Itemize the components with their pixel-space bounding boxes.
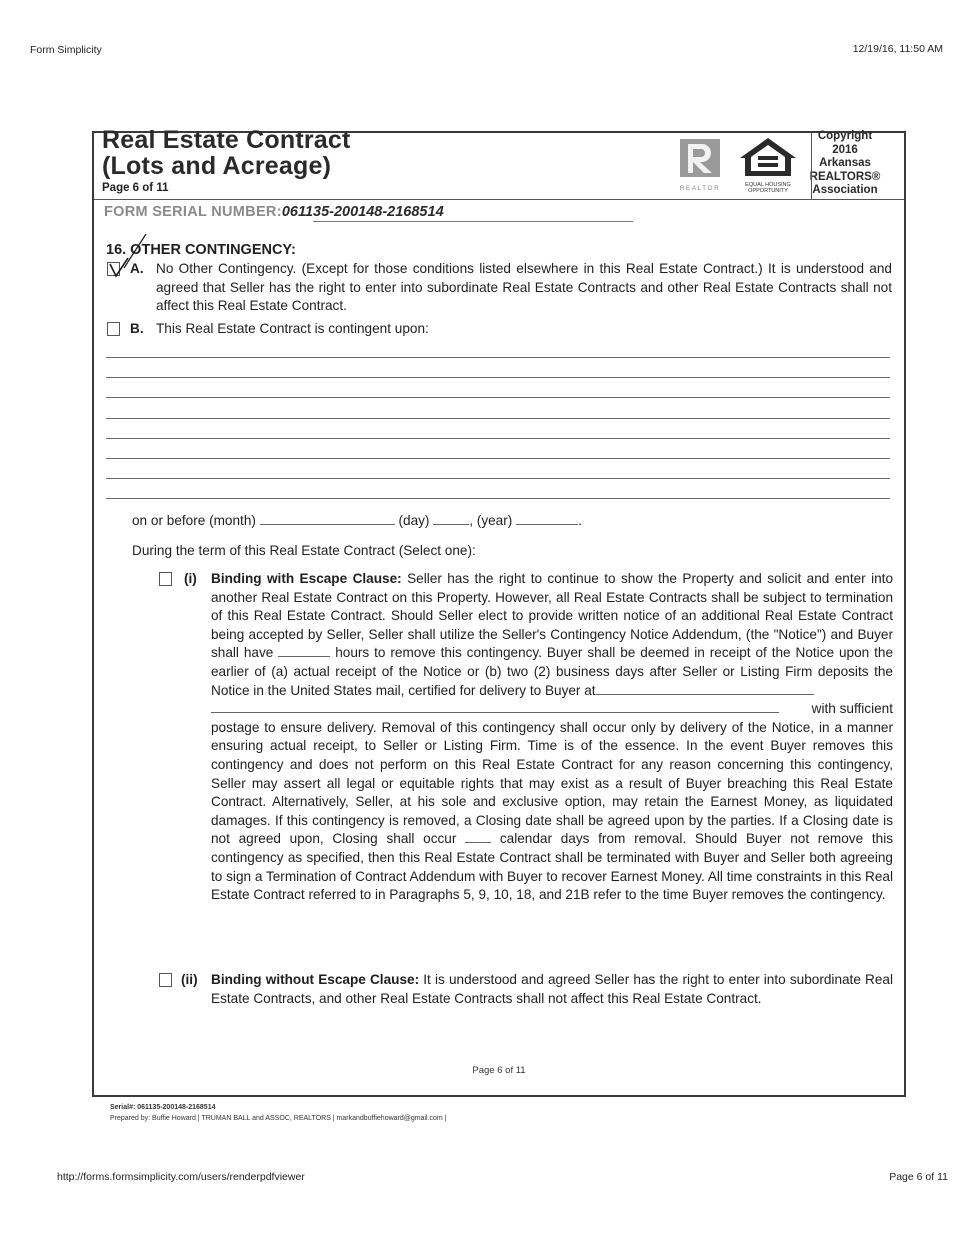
date-suffix: . — [578, 513, 582, 528]
print-timestamp: 12/19/16, 11:50 AM — [852, 43, 943, 55]
date-prefix: on or before (month) — [132, 513, 256, 528]
realtor-r-logo-icon — [674, 139, 726, 179]
option-i-text-3: with sufficient — [811, 701, 893, 717]
day-field[interactable] — [433, 512, 469, 525]
option-i-label: (i) — [184, 571, 197, 586]
serial-label: FORM SERIAL NUMBER: — [104, 204, 282, 220]
option-a-text: No Other Contingency. (Except for those conditions listed elsewhere in this Real Estate Contract.) It is understood and agreed that Seller has the right to enter into subordinate Real Estate Contracts and other Real Estate Contracts shall not affect this Real Estate Contract. — [156, 261, 892, 314]
year-field[interactable] — [516, 512, 578, 525]
contingency-line-8[interactable] — [106, 498, 890, 499]
option-b-label: B. — [130, 321, 144, 336]
serial-number: 061135-200148-2168514 — [281, 204, 444, 220]
equal-housing-caption-1: EQUAL HOUSING — [745, 182, 791, 188]
option-i-text — [211, 570, 893, 905]
page-url[interactable]: http://forms.formsimplicity.com/users/renderpdfviewer — [57, 1171, 305, 1183]
year-label: , (year) — [469, 513, 513, 528]
copyright-block — [800, 130, 890, 198]
handwritten-check-icon — [108, 258, 130, 278]
contingency-line-5[interactable] — [106, 438, 890, 439]
equal-housing-logo — [734, 136, 802, 192]
closing-days-field[interactable] — [465, 830, 491, 843]
option-ii-checkbox[interactable] — [159, 973, 172, 987]
realtor-logo — [674, 139, 726, 192]
prepared-by: Prepared by: Buffie Howard | TRUMAN BALL and ASSOC, REALTORS | markandbuffiehoward@gmail.com | — [110, 1115, 447, 1122]
section-heading: 16. OTHER CONTINGENCY: — [106, 242, 296, 258]
contingency-line-3[interactable] — [106, 397, 890, 398]
form-serial — [104, 204, 444, 220]
option-a-label: A. — [130, 261, 144, 276]
option-ii-body: It is understood and agreed Seller has the right to enter into subordinate Real Estate Contracts, and other Real Estate Contracts shall not affect this Real Estate Contract. — [211, 972, 894, 1006]
form-page-label: Page 6 of 11 — [102, 182, 169, 194]
option-i-text-4: postage to ensure delivery. Removal of this contingency shall occur only by delivery of the Notice, in a manner ensuring actual receipt, to Seller or Listing Firm. Time is of the essence. In the event Buyer removes this contingency and does not perform on this Real Estate Contract for any reason concerning this contingency, Seller may assert all legal or equitable rights that may exist as a result of Buyer breaching this Real Estate Contract. Alternatively, Seller, at his sole and exclusive option, may retain the Earnest Money, as liquidated damages. If this contingency is removed, a Closing date shall be agreed upon by the parties. If a Closing date is not agreed upon, Closing shall occur — [211, 719, 893, 847]
hours-field[interactable] — [278, 644, 330, 657]
copyright-line3: Arkansas — [819, 157, 871, 169]
copyright-line2: 2016 — [832, 143, 858, 156]
equal-housing-caption-2: OPPORTUNITY — [748, 188, 788, 194]
buyer-address-field-2[interactable] — [211, 700, 779, 713]
contingency-line-1[interactable] — [106, 357, 890, 358]
contingency-line-2[interactable] — [106, 377, 890, 378]
contingency-line-6[interactable] — [106, 458, 890, 459]
contingency-line-7[interactable] — [106, 478, 890, 479]
realtor-caption: REALTOR — [679, 185, 721, 192]
day-label: (day) — [398, 513, 430, 528]
header-divider-vertical — [811, 133, 812, 199]
option-b-checkbox[interactable] — [107, 322, 120, 336]
term-prompt: During the term of this Real Estate Contract (Select one): — [132, 543, 476, 558]
contingency-line-4[interactable] — [106, 418, 890, 419]
copyright-line5: Association — [812, 184, 878, 196]
copyright-line1: Copyright — [817, 130, 873, 142]
option-i-title: Binding with Escape Clause: — [211, 571, 402, 586]
form-footer-page: Page 6 of 11 — [472, 1065, 526, 1076]
option-ii-title: Binding without Escape Clause: — [211, 972, 420, 987]
header-divider — [94, 199, 904, 200]
option-i-text-2: hours to remove this contingency. Buyer shall be deemed in receipt of the Notice upon the earlier of (a) actual receipt of the Notice or (b) two (2) business days after Seller or Listing Firm deposits the Notice in the United States mail, certified for delivery to Buyer at — [211, 645, 894, 698]
option-i-text-5: calendar days from removal. Should Buyer not remove this contingency as specified, then this Real Estate Contract shall be terminated with Buyer and Seller both agreeing to sign a Termination of Contract Addendum with Buyer to recover Earnest Money. All time constraints in this Real Estate Contract referred to in Paragraphs 5, 9, 10, 18, and 21B refer to the time Buyer removes the contingency. — [211, 831, 894, 903]
option-i-checkbox[interactable] — [159, 572, 172, 586]
form-title-line2: (Lots and Acreage) — [102, 152, 332, 180]
buyer-address-field-1[interactable] — [596, 682, 814, 695]
equal-housing-house-icon — [734, 136, 802, 176]
serial-footer: Serial#: 061135-200148-2168514 — [110, 1104, 216, 1111]
option-ii-label: (ii) — [181, 972, 198, 987]
option-ii-text — [211, 971, 893, 1008]
date-line — [132, 512, 582, 531]
option-i-text-1: Seller has the right to continue to show the Property and solicit and enter into another Real Estate Contract on this Property. However, all Real Estate Contracts shall be subject to termination of this Real Estate Contract. Should Seller elect to provide written notice of an additional Real Estate Contract being accepted by Seller, Seller shall utilize the Seller's Contingency Notice Addendum, (the "Notice") and Buyer shall have — [211, 571, 894, 661]
form-title-line1: Real Estate Contract — [102, 126, 351, 154]
copyright-line4: REALTORS® — [809, 170, 881, 183]
app-title: Form Simplicity — [30, 44, 102, 56]
serial-underline — [313, 221, 633, 222]
option-b-text: This Real Estate Contract is contingent upon: — [156, 321, 429, 336]
form-page — [92, 126, 906, 1097]
print-page-indicator: Page 6 of 11 — [889, 1171, 948, 1183]
month-field[interactable] — [260, 512, 395, 525]
